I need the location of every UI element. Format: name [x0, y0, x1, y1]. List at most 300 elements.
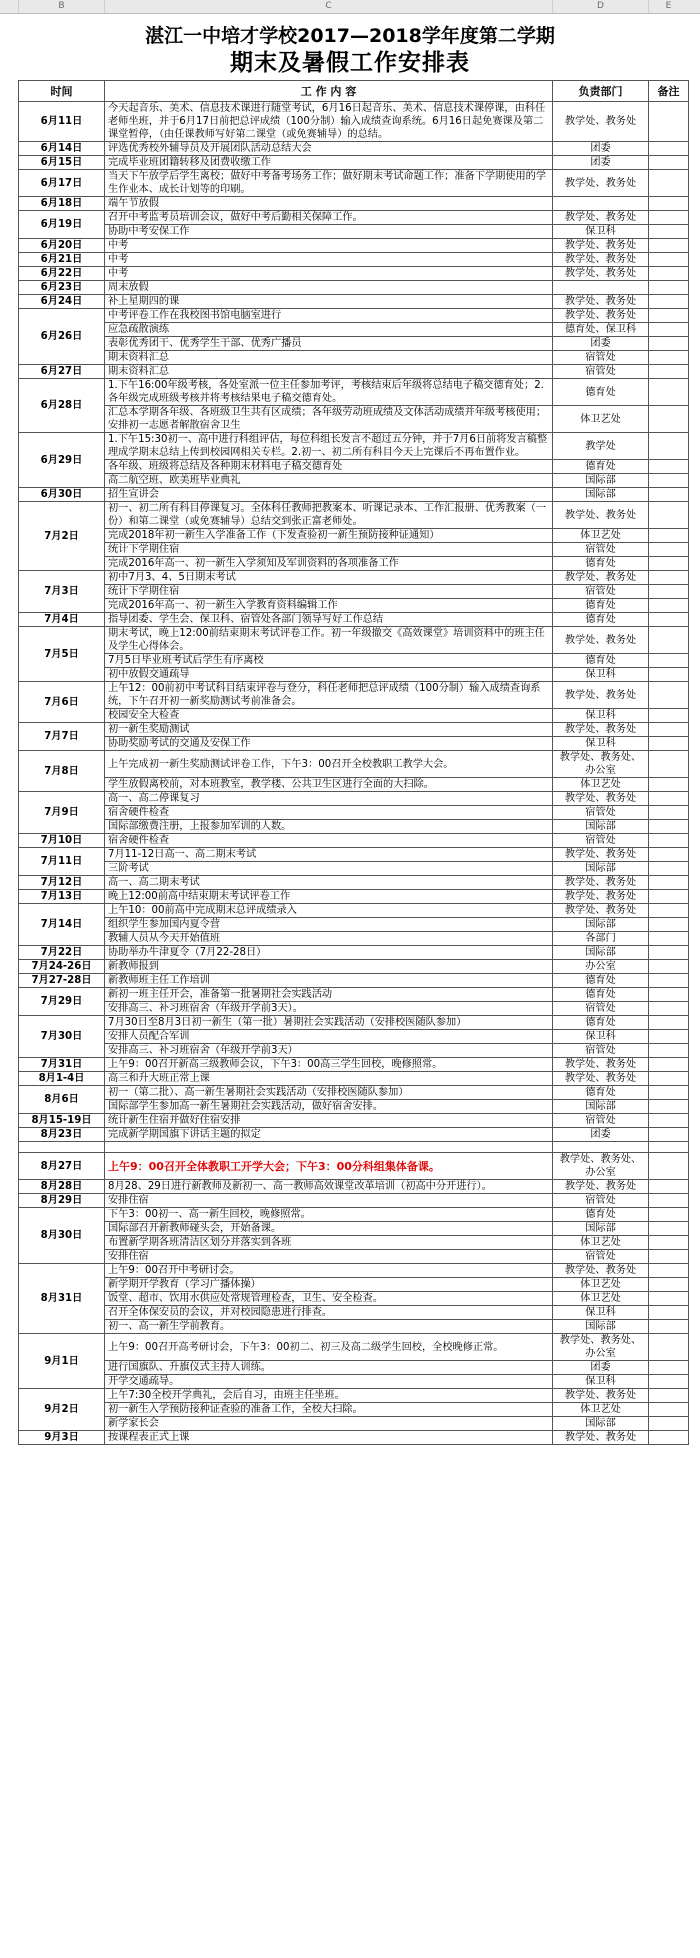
task-cell[interactable]: 期末资料汇总 — [105, 365, 553, 379]
department-cell[interactable]: 体卫艺处 — [553, 529, 649, 543]
department-cell[interactable]: 教学处、教务处 — [553, 792, 649, 806]
note-cell[interactable] — [649, 932, 689, 946]
date-cell[interactable]: 7月27-28日 — [19, 974, 105, 988]
note-cell[interactable] — [649, 918, 689, 932]
department-cell[interactable]: 宿管处 — [553, 806, 649, 820]
date-cell[interactable]: 9月2日 — [19, 1389, 105, 1431]
note-cell[interactable] — [649, 295, 689, 309]
task-cell[interactable]: 初中放假交通疏导 — [105, 668, 553, 682]
department-cell[interactable]: 德育处 — [553, 1086, 649, 1100]
department-cell[interactable]: 德育处 — [553, 988, 649, 1002]
column-header-c[interactable]: C — [104, 0, 552, 13]
department-cell[interactable]: 体卫艺处 — [553, 778, 649, 792]
note-cell[interactable] — [649, 1389, 689, 1403]
department-cell[interactable]: 教学处、教务处 — [553, 253, 649, 267]
department-cell[interactable]: 国际部 — [553, 1417, 649, 1431]
date-cell[interactable]: 6月29日 — [19, 433, 105, 488]
note-cell[interactable] — [649, 1072, 689, 1086]
task-cell[interactable]: 指导团委、学生会、保卫科、宿管处各部门领导写好工作总结 — [105, 613, 553, 627]
date-cell[interactable]: 6月27日 — [19, 365, 105, 379]
note-cell[interactable] — [649, 337, 689, 351]
date-cell[interactable]: 7月3日 — [19, 571, 105, 613]
note-cell[interactable] — [649, 1180, 689, 1194]
task-cell[interactable]: 完成2016年高一、初一新生入学教育资料编辑工作 — [105, 599, 553, 613]
department-cell[interactable]: 德育处 — [553, 557, 649, 571]
department-cell[interactable]: 教学处、教务处 — [553, 571, 649, 585]
note-cell[interactable] — [649, 834, 689, 848]
department-cell[interactable]: 德育处 — [553, 1016, 649, 1030]
date-cell[interactable]: 7月24-26日 — [19, 960, 105, 974]
date-cell[interactable]: 8月30日 — [19, 1208, 105, 1264]
date-cell[interactable]: 8月31日 — [19, 1264, 105, 1334]
department-cell[interactable]: 保卫科 — [553, 1375, 649, 1389]
department-cell[interactable]: 各部门 — [553, 932, 649, 946]
date-cell[interactable]: 6月22日 — [19, 267, 105, 281]
department-cell[interactable]: 教学处、教务处 — [553, 1180, 649, 1194]
note-cell[interactable] — [649, 946, 689, 960]
note-cell[interactable] — [649, 613, 689, 627]
department-cell[interactable]: 教学处、教务处 — [553, 1058, 649, 1072]
note-cell[interactable] — [649, 1114, 689, 1128]
note-cell[interactable] — [649, 751, 689, 778]
department-cell[interactable]: 国际部 — [553, 1320, 649, 1334]
department-cell[interactable]: 团委 — [553, 156, 649, 170]
note-cell[interactable] — [649, 529, 689, 543]
date-cell[interactable]: 8月23日 — [19, 1128, 105, 1142]
column-header-e[interactable]: E — [648, 0, 688, 13]
note-cell[interactable] — [649, 1361, 689, 1375]
date-cell[interactable]: 6月30日 — [19, 488, 105, 502]
department-cell[interactable]: 保卫科 — [553, 1030, 649, 1044]
task-cell[interactable]: 初中7月3、4、5日期末考试 — [105, 571, 553, 585]
date-cell[interactable]: 8月29日 — [19, 1194, 105, 1208]
task-cell[interactable]: 进行国旗队、升旗仪式主持人训练。 — [105, 1361, 553, 1375]
task-cell[interactable]: 安排住宿 — [105, 1194, 553, 1208]
task-cell[interactable]: 统计下学期住宿 — [105, 543, 553, 557]
note-cell[interactable] — [649, 1153, 689, 1180]
task-cell[interactable]: 协助中考安保工作 — [105, 225, 553, 239]
date-cell[interactable]: 7月30日 — [19, 1016, 105, 1058]
task-cell[interactable]: 期末资料汇总 — [105, 351, 553, 365]
department-cell[interactable]: 教学处、教务处 — [553, 239, 649, 253]
task-cell[interactable]: 当天下午放学后学生离校；做好中考备考场务工作；做好期末考试命题工作；准备下学期使用的学生作业本、成长计划等的印刷。 — [105, 170, 553, 197]
department-cell[interactable]: 教学处、教务处 — [553, 904, 649, 918]
task-cell[interactable]: 初一（第二批）、高一新生暑期社会实践活动（安排校医随队参加） — [105, 1086, 553, 1100]
task-cell[interactable]: 补上星期四的课 — [105, 295, 553, 309]
department-cell[interactable]: 教学处、教务处、办公室 — [553, 751, 649, 778]
department-cell[interactable]: 团委 — [553, 337, 649, 351]
task-cell[interactable]: 新初一班主任开会，准备第一批暑期社会实践活动 — [105, 988, 553, 1002]
date-cell[interactable]: 6月26日 — [19, 309, 105, 365]
task-cell[interactable]: 校园安全大检查 — [105, 709, 553, 723]
note-cell[interactable] — [649, 1431, 689, 1445]
department-cell[interactable]: 体卫艺处 — [553, 406, 649, 433]
department-cell[interactable]: 办公室 — [553, 960, 649, 974]
department-cell[interactable]: 体卫艺处 — [553, 1292, 649, 1306]
column-header-b[interactable]: B — [18, 0, 104, 13]
date-cell[interactable]: 7月6日 — [19, 682, 105, 723]
task-cell[interactable]: 按课程表正式上课 — [105, 1431, 553, 1445]
department-cell[interactable]: 宿管处 — [553, 834, 649, 848]
task-cell[interactable]: 应急疏散演练 — [105, 323, 553, 337]
date-cell[interactable] — [19, 1142, 105, 1153]
note-cell[interactable] — [649, 474, 689, 488]
date-cell[interactable]: 6月19日 — [19, 211, 105, 239]
task-cell[interactable]: 统计下学期住宿 — [105, 585, 553, 599]
task-cell[interactable]: 饭堂、超市、饮用水供应处常规管理检查，卫生、安全检查。 — [105, 1292, 553, 1306]
task-cell[interactable]: 周末放假 — [105, 281, 553, 295]
department-cell[interactable]: 宿管处 — [553, 1002, 649, 1016]
task-cell[interactable]: 1.下午15:30初一、高中进行科组评估，每位科组长发言不超过五分钟，并于7月6日前将发言稿整理成学期末总结上传到校园网相关专栏。2.初一、初二所有科目今天上完课后不再布置作业。 — [105, 433, 553, 460]
department-cell[interactable] — [553, 281, 649, 295]
note-cell[interactable] — [649, 988, 689, 1002]
department-cell[interactable]: 体卫艺处 — [553, 1278, 649, 1292]
note-cell[interactable] — [649, 820, 689, 834]
department-cell[interactable]: 国际部 — [553, 1100, 649, 1114]
department-cell[interactable]: 教学处、教务处 — [553, 1389, 649, 1403]
note-cell[interactable] — [649, 904, 689, 918]
department-cell[interactable]: 德育处、保卫科 — [553, 323, 649, 337]
note-cell[interactable] — [649, 156, 689, 170]
note-cell[interactable] — [649, 974, 689, 988]
department-cell[interactable]: 教学处、教务处 — [553, 723, 649, 737]
task-cell[interactable]: 安排高三、补习班宿舍（年级开学前3天） — [105, 1044, 553, 1058]
task-cell[interactable]: 召开全体保安员的会议，并对校园隐患进行排查。 — [105, 1306, 553, 1320]
date-cell[interactable]: 7月10日 — [19, 834, 105, 848]
date-cell[interactable]: 7月7日 — [19, 723, 105, 751]
task-cell[interactable]: 表彰优秀团干、优秀学生干部、优秀广播员 — [105, 337, 553, 351]
note-cell[interactable] — [649, 1142, 689, 1153]
note-cell[interactable] — [649, 723, 689, 737]
department-cell[interactable]: 德育处 — [553, 460, 649, 474]
task-cell[interactable]: 晚上12:00前高中结束期末考试评卷工作 — [105, 890, 553, 904]
department-cell[interactable]: 团委 — [553, 1361, 649, 1375]
department-cell[interactable]: 保卫科 — [553, 709, 649, 723]
task-cell[interactable]: 高一、高二期末考试 — [105, 876, 553, 890]
date-cell[interactable]: 9月1日 — [19, 1334, 105, 1389]
note-cell[interactable] — [649, 599, 689, 613]
department-cell[interactable]: 宿管处 — [553, 1114, 649, 1128]
department-cell[interactable]: 教学处、教务处、办公室 — [553, 1153, 649, 1180]
task-cell[interactable]: 期末考试，晚上12:00前结束期末考试评卷工作。初一年级撤交《高效课堂》培训资料中的班主任及学生心得体会。 — [105, 627, 553, 654]
date-cell[interactable]: 7月29日 — [19, 988, 105, 1016]
date-cell[interactable]: 8月1-4日 — [19, 1072, 105, 1086]
department-cell[interactable]: 教学处 — [553, 433, 649, 460]
department-cell[interactable]: 国际部 — [553, 1222, 649, 1236]
task-cell[interactable]: 国际部学生参加高一新生暑期社会实践活动，做好宿舍安排。 — [105, 1100, 553, 1114]
note-cell[interactable] — [649, 309, 689, 323]
date-cell[interactable]: 7月4日 — [19, 613, 105, 627]
task-cell[interactable]: 初一、高一新生学前教育。 — [105, 1320, 553, 1334]
note-cell[interactable] — [649, 1100, 689, 1114]
note-cell[interactable] — [649, 1128, 689, 1142]
department-cell[interactable]: 保卫科 — [553, 737, 649, 751]
note-cell[interactable] — [649, 142, 689, 156]
note-cell[interactable] — [649, 267, 689, 281]
task-cell[interactable]: 上午12：00前初中考试科目结束评卷与登分，科任老师把总评成绩（100分制）输入成绩查询系统，下午召开初一新奖励测试考前准备会。 — [105, 682, 553, 709]
note-cell[interactable] — [649, 1236, 689, 1250]
task-cell[interactable]: 7月30日至8月3日初一新生（第一批）暑期社会实践活动（安排校医随队参加） — [105, 1016, 553, 1030]
date-cell[interactable]: 8月27日 — [19, 1153, 105, 1180]
note-cell[interactable] — [649, 737, 689, 751]
task-cell[interactable]: 三阶考试 — [105, 862, 553, 876]
department-cell[interactable]: 体卫艺处 — [553, 1236, 649, 1250]
task-cell[interactable]: 新教师班主任工作培训 — [105, 974, 553, 988]
department-cell[interactable]: 体卫艺处 — [553, 1403, 649, 1417]
task-cell[interactable]: 完成新学期国旗下讲话主题的拟定 — [105, 1128, 553, 1142]
date-cell[interactable]: 7月9日 — [19, 792, 105, 834]
department-cell[interactable]: 宿管处 — [553, 1044, 649, 1058]
department-cell[interactable]: 宿管处 — [553, 365, 649, 379]
note-cell[interactable] — [649, 253, 689, 267]
task-cell[interactable]: 今天起音乐、美术、信息技术课进行随堂考试，6月16日起音乐、美术、信息技术课停课，由科任老师坐班，并于6月17日前把总评成绩（100分制）输入成绩查询系统。6月16日起免赛课及第二课堂暂停，（由任课教师写好第二课堂（或免赛辅导）的总结。 — [105, 102, 553, 142]
note-cell[interactable] — [649, 960, 689, 974]
note-cell[interactable] — [649, 792, 689, 806]
task-cell[interactable]: 布置新学期各班清洁区划分并落实到各班 — [105, 1236, 553, 1250]
date-cell[interactable]: 6月11日 — [19, 102, 105, 142]
department-cell[interactable]: 国际部 — [553, 946, 649, 960]
note-cell[interactable] — [649, 1086, 689, 1100]
date-cell[interactable]: 6月15日 — [19, 156, 105, 170]
department-cell[interactable]: 教学处、教务处、办公室 — [553, 1334, 649, 1361]
task-cell[interactable]: 中考评卷工作在我校图书馆电脑室进行 — [105, 309, 553, 323]
note-cell[interactable] — [649, 1030, 689, 1044]
task-cell[interactable]: 国际部召开新教师碰头会，开始备课。 — [105, 1222, 553, 1236]
department-cell[interactable]: 教学处、教务处 — [553, 682, 649, 709]
department-cell[interactable]: 国际部 — [553, 918, 649, 932]
note-cell[interactable] — [649, 1016, 689, 1030]
date-cell[interactable]: 8月6日 — [19, 1086, 105, 1114]
department-cell[interactable]: 教学处、教务处 — [553, 267, 649, 281]
department-cell[interactable]: 德育处 — [553, 613, 649, 627]
date-cell[interactable]: 6月21日 — [19, 253, 105, 267]
date-cell[interactable]: 6月17日 — [19, 170, 105, 197]
department-cell[interactable]: 团委 — [553, 142, 649, 156]
department-cell[interactable]: 教学处、教务处 — [553, 295, 649, 309]
date-cell[interactable]: 9月3日 — [19, 1431, 105, 1445]
task-cell[interactable]: 上午9：00召开新高三级教师会议，下午3：00高三学生回校，晚修照常。 — [105, 1058, 553, 1072]
note-cell[interactable] — [649, 557, 689, 571]
department-cell[interactable]: 德育处 — [553, 599, 649, 613]
note-cell[interactable] — [649, 654, 689, 668]
column-header-d[interactable]: D — [552, 0, 648, 13]
task-cell[interactable]: 7月5日毕业班考试后学生有序离校 — [105, 654, 553, 668]
date-cell[interactable]: 6月20日 — [19, 239, 105, 253]
date-cell[interactable]: 7月12日 — [19, 876, 105, 890]
department-cell[interactable]: 教学处、教务处 — [553, 170, 649, 197]
note-cell[interactable] — [649, 890, 689, 904]
note-cell[interactable] — [649, 379, 689, 406]
task-cell[interactable]: 初一、初二所有科目停课复习。全体科任教师把教案本、听课记录本、工作汇报册、优秀教案（一份）和第二课堂（或免赛辅导）总结交到张正富老师处。 — [105, 502, 553, 529]
department-cell[interactable]: 教学处、教务处 — [553, 211, 649, 225]
date-cell[interactable]: 6月23日 — [19, 281, 105, 295]
note-cell[interactable] — [649, 682, 689, 709]
task-cell[interactable]: 中考 — [105, 239, 553, 253]
note-cell[interactable] — [649, 323, 689, 337]
date-cell[interactable]: 6月14日 — [19, 142, 105, 156]
department-cell[interactable]: 教学处、教务处 — [553, 1264, 649, 1278]
task-cell[interactable]: 召开中考监考员培训会议，做好中考后勤相关保障工作。 — [105, 211, 553, 225]
note-cell[interactable] — [649, 1058, 689, 1072]
department-cell[interactable]: 宿管处 — [553, 1194, 649, 1208]
note-cell[interactable] — [649, 225, 689, 239]
note-cell[interactable] — [649, 1250, 689, 1264]
date-cell[interactable]: 7月11日 — [19, 848, 105, 876]
note-cell[interactable] — [649, 1208, 689, 1222]
task-cell[interactable]: 新学家长会 — [105, 1417, 553, 1431]
department-cell[interactable]: 德育处 — [553, 379, 649, 406]
department-cell[interactable]: 保卫科 — [553, 1306, 649, 1320]
note-cell[interactable] — [649, 239, 689, 253]
task-cell[interactable]: 下午3：00初一、高一新生回校，晚修照常。 — [105, 1208, 553, 1222]
task-cell[interactable]: 教辅人员从今天开始值班 — [105, 932, 553, 946]
note-cell[interactable] — [649, 488, 689, 502]
task-cell[interactable]: 组织学生参加国内夏令营 — [105, 918, 553, 932]
department-cell[interactable]: 教学处、教务处 — [553, 502, 649, 529]
task-cell[interactable]: 上午完成初一新生奖励测试评卷工作，下午3：00召开全校教职工教学大会。 — [105, 751, 553, 778]
note-cell[interactable] — [649, 1278, 689, 1292]
task-cell[interactable]: 7月11-12日高一、高二期末考试 — [105, 848, 553, 862]
note-cell[interactable] — [649, 406, 689, 433]
department-cell[interactable]: 教学处、教务处 — [553, 876, 649, 890]
note-cell[interactable] — [649, 1292, 689, 1306]
note-cell[interactable] — [649, 1222, 689, 1236]
task-cell[interactable]: 各年级、班级将总结及各种期末材料电子稿交德育处 — [105, 460, 553, 474]
note-cell[interactable] — [649, 1194, 689, 1208]
department-cell[interactable]: 国际部 — [553, 474, 649, 488]
task-cell[interactable]: 上午10：00前高中完成期末总评成绩录入 — [105, 904, 553, 918]
note-cell[interactable] — [649, 709, 689, 723]
date-cell[interactable]: 7月2日 — [19, 502, 105, 571]
note-cell[interactable] — [649, 668, 689, 682]
note-cell[interactable] — [649, 585, 689, 599]
note-cell[interactable] — [649, 1044, 689, 1058]
date-cell[interactable]: 7月13日 — [19, 890, 105, 904]
note-cell[interactable] — [649, 170, 689, 197]
department-cell[interactable]: 教学处、教务处 — [553, 890, 649, 904]
task-cell[interactable]: 中考 — [105, 253, 553, 267]
task-cell[interactable]: 招生宣讲会 — [105, 488, 553, 502]
date-cell[interactable]: 6月28日 — [19, 379, 105, 433]
task-cell[interactable]: 评选优秀校外辅导员及开展团队活动总结大会 — [105, 142, 553, 156]
note-cell[interactable] — [649, 543, 689, 557]
task-cell[interactable]: 宿舍硬件检查 — [105, 834, 553, 848]
department-cell[interactable]: 宿管处 — [553, 585, 649, 599]
task-cell[interactable]: 高二航空班、欧美班毕业典礼 — [105, 474, 553, 488]
department-cell[interactable]: 德育处 — [553, 1208, 649, 1222]
task-cell[interactable]: 协助奖励考试的交通及安保工作 — [105, 737, 553, 751]
task-cell[interactable]: 完成2018年初一新生入学准备工作（下发查验初一新生预防接种证通知） — [105, 529, 553, 543]
task-cell[interactable]: 完成毕业班团籍转移及团费收缴工作 — [105, 156, 553, 170]
note-cell[interactable] — [649, 460, 689, 474]
note-cell[interactable] — [649, 433, 689, 460]
task-cell[interactable]: 统计新生住宿并做好住宿安排 — [105, 1114, 553, 1128]
department-cell[interactable]: 教学处、教务处 — [553, 1431, 649, 1445]
note-cell[interactable] — [649, 571, 689, 585]
note-cell[interactable] — [649, 502, 689, 529]
department-cell[interactable]: 教学处、教务处 — [553, 1072, 649, 1086]
note-cell[interactable] — [649, 1403, 689, 1417]
task-cell[interactable]: 上午7:30全校开学典礼，会后自习，由班主任坐班。 — [105, 1389, 553, 1403]
note-cell[interactable] — [649, 197, 689, 211]
task-cell[interactable]: 新教师报到 — [105, 960, 553, 974]
note-cell[interactable] — [649, 806, 689, 820]
department-cell[interactable]: 德育处 — [553, 974, 649, 988]
date-cell[interactable]: 6月24日 — [19, 295, 105, 309]
note-cell[interactable] — [649, 862, 689, 876]
note-cell[interactable] — [649, 876, 689, 890]
date-cell[interactable]: 8月28日 — [19, 1180, 105, 1194]
note-cell[interactable] — [649, 102, 689, 142]
task-cell[interactable]: 1.下午16:00年级考核，各处室派一位主任参加考评，考核结束后年级将总结电子稿交德育处；2.各年级完成班级考核并将考核结果电子稿交德育处。 — [105, 379, 553, 406]
department-cell[interactable]: 宿管处 — [553, 351, 649, 365]
task-cell[interactable]: 初一新生入学预防接种证查验的准备工作，全校大扫除。 — [105, 1403, 553, 1417]
date-cell[interactable]: 7月31日 — [19, 1058, 105, 1072]
task-cell[interactable]: 开学交通疏导。 — [105, 1375, 553, 1389]
department-cell[interactable]: 教学处、教务处 — [553, 309, 649, 323]
department-cell[interactable] — [553, 1142, 649, 1153]
task-cell[interactable]: 完成2016年高一、初一新生入学须知及军训资料的各项准备工作 — [105, 557, 553, 571]
task-cell[interactable]: 高一、高二停课复习 — [105, 792, 553, 806]
date-cell[interactable]: 8月15-19日 — [19, 1114, 105, 1128]
department-cell[interactable]: 保卫科 — [553, 668, 649, 682]
task-cell[interactable]: 上午9：00召开中考研讨会。 — [105, 1264, 553, 1278]
note-cell[interactable] — [649, 365, 689, 379]
task-cell[interactable] — [105, 1142, 553, 1153]
date-cell[interactable]: 7月22日 — [19, 946, 105, 960]
task-cell[interactable]: 上午9：00召开高考研讨会，下午3：00初二、初三及高二级学生回校，全校晚修正常。 — [105, 1334, 553, 1361]
department-cell[interactable]: 团委 — [553, 1128, 649, 1142]
task-cell[interactable]: 初一新生奖励测试 — [105, 723, 553, 737]
note-cell[interactable] — [649, 1417, 689, 1431]
task-cell[interactable]: 安排人员配合军训 — [105, 1030, 553, 1044]
note-cell[interactable] — [649, 1002, 689, 1016]
task-cell[interactable]: 安排住宿 — [105, 1250, 553, 1264]
department-cell[interactable]: 教学处、教务处 — [553, 848, 649, 862]
note-cell[interactable] — [649, 627, 689, 654]
task-cell[interactable]: 安排高三、补习班宿舍（年级开学前3天）。 — [105, 1002, 553, 1016]
task-cell[interactable]: 汇总本学期各年级、各班级卫生共有区成绩；各年级劳动班成绩及文体活动成绩并年级考核使用；安排初一志愿者解散宿舍卫生 — [105, 406, 553, 433]
note-cell[interactable] — [649, 1334, 689, 1361]
department-cell[interactable]: 教学处、教务处 — [553, 627, 649, 654]
department-cell[interactable]: 国际部 — [553, 488, 649, 502]
task-cell[interactable]: 高三和升大班正常上课 — [105, 1072, 553, 1086]
department-cell[interactable]: 宿管处 — [553, 543, 649, 557]
date-cell[interactable]: 7月14日 — [19, 904, 105, 946]
department-cell[interactable]: 德育处 — [553, 654, 649, 668]
task-cell[interactable]: 协助举办牛津夏令（7月22-28日） — [105, 946, 553, 960]
department-cell[interactable]: 教学处、教务处 — [553, 102, 649, 142]
task-cell[interactable]: 8月28、29日进行新教师及新初一、高一教师高效课堂改革培训（初高中分开进行）。 — [105, 1180, 553, 1194]
note-cell[interactable] — [649, 1306, 689, 1320]
task-cell[interactable]: 学生放假离校前，对本班教室，教学楼、公共卫生区进行全面的大扫除。 — [105, 778, 553, 792]
note-cell[interactable] — [649, 1320, 689, 1334]
note-cell[interactable] — [649, 281, 689, 295]
department-cell[interactable]: 宿管处 — [553, 1250, 649, 1264]
note-cell[interactable] — [649, 351, 689, 365]
task-cell[interactable]: 新学期开学教育（学习广播体操） — [105, 1278, 553, 1292]
note-cell[interactable] — [649, 211, 689, 225]
date-cell[interactable]: 7月8日 — [19, 751, 105, 792]
date-cell[interactable]: 7月5日 — [19, 627, 105, 682]
department-cell[interactable] — [553, 197, 649, 211]
department-cell[interactable]: 保卫科 — [553, 225, 649, 239]
task-cell[interactable]: 上午9：00召开全体教职工开学大会；下午3：00分科组集体备课。 — [105, 1153, 553, 1180]
task-cell[interactable]: 国际部缴费注册，上报参加军训的人数。 — [105, 820, 553, 834]
note-cell[interactable] — [649, 1375, 689, 1389]
task-cell[interactable]: 宿舍硬件检查 — [105, 806, 553, 820]
note-cell[interactable] — [649, 1264, 689, 1278]
